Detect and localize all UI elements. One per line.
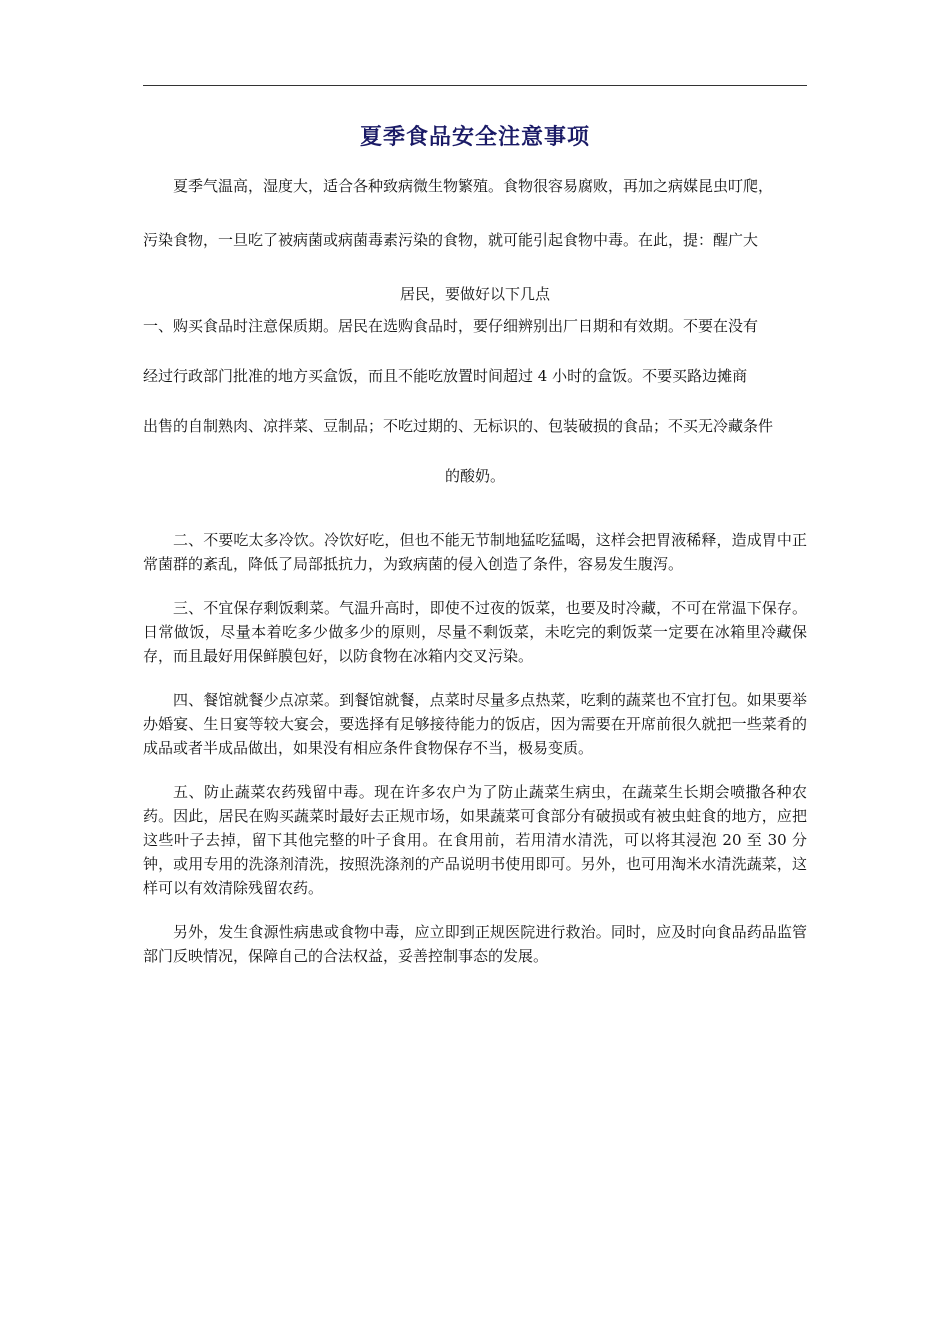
document-title: 夏季食品安全注意事项	[359, 124, 590, 150]
intro-line: 居民，要做好以下几点	[399, 285, 550, 303]
section-2-paragraph: 二、不要吃太多冷饮。冷饮好吃，但也不能无节制地猛吃猛喝，这样会把胃液稀释，造成胃中正常菌群的紊乱，降低了局部抵抗力，为致病菌的侵入创造了条件，容易发生腹泻。	[143, 531, 807, 573]
section-4-paragraph: 四、餐馆就餐少点凉菜。到餐馆就餐，点菜时尽量多点热菜，吃剩的蔬菜也不宜打包。如果要举办婚宴、生日宴等较大宴会，要选择有足够接待能力的饭店，因为需要在开席前很久就把一些菜肴的成品或者半成品做出，如果没有相应条件食物保存不当，极易变质。	[143, 691, 807, 757]
intro-line: 夏季气温高，湿度大，适合各种致病微生物繁殖。食物很容易腐败，再加之病媒昆虫叮爬，	[173, 177, 774, 195]
section-1-line: 经过行政部门批准的地方买盒饭，而且不能吃放置时间超过 4 小时的盒饭。不要买路边摊商	[143, 367, 748, 385]
section-5-paragraph: 五、防止蔬菜农药残留中毒。现在许多农户为了防止蔬菜生病虫，在蔬菜生长期会喷撒各种农药。因此，居民在购买蔬菜时最好去正规市场，如果蔬菜可食部分有破损或有被虫蛀食的地方，应把这些叶子去掉，留下其他完整的叶子食用。在食用前，若用清水清洗，可以将其浸泡 20 至 30 分钟，或用专用的洗涤剂清洗，按照洗涤剂的产品说明书使用即可。另外，也可用淘米水清洗蔬菜，这样可以有效清除残留农药。	[143, 783, 807, 897]
intro-line: 污染食物，一旦吃了被病菌或病菌毒素污染的食物，就可能引起食物中毒。在此，提：醒广大	[143, 231, 759, 249]
body-paragraphs	[143, 528, 807, 988]
section-1-line: 的酸奶。	[444, 467, 505, 485]
closing-paragraph: 另外，发生食源性病患或食物中毒，应立即到正规医院进行救治。同时，应及时向食品药品监管部门反映情况，保障自己的合法权益，妥善控制事态的发展。	[143, 923, 807, 965]
section-3-paragraph: 三、不宜保存剩饭剩菜。气温升高时，即使不过夜的饭菜，也要及时冷藏，不可在常温下保存。日常做饭，尽量本着吃多少做多少的原则，尽量不剩饭菜，未吃完的剩饭菜一定要在冰箱里冷藏保存，而且最好用保鲜膜包好，以防食物在冰箱内交叉污染。	[143, 599, 807, 665]
intro-block	[143, 172, 807, 334]
section-1-line: 出售的自制熟肉、凉拌菜、豆制品；不吃过期的、无标识的、包装破损的食品；不买无冷藏条件	[143, 417, 774, 435]
header-rule	[143, 85, 807, 86]
section-1-block	[143, 312, 807, 512]
section-1-line: 一、购买食品时注意保质期。居民在选购食品时，要仔细辨别出厂日期和有效期。不要在没有	[143, 317, 759, 335]
